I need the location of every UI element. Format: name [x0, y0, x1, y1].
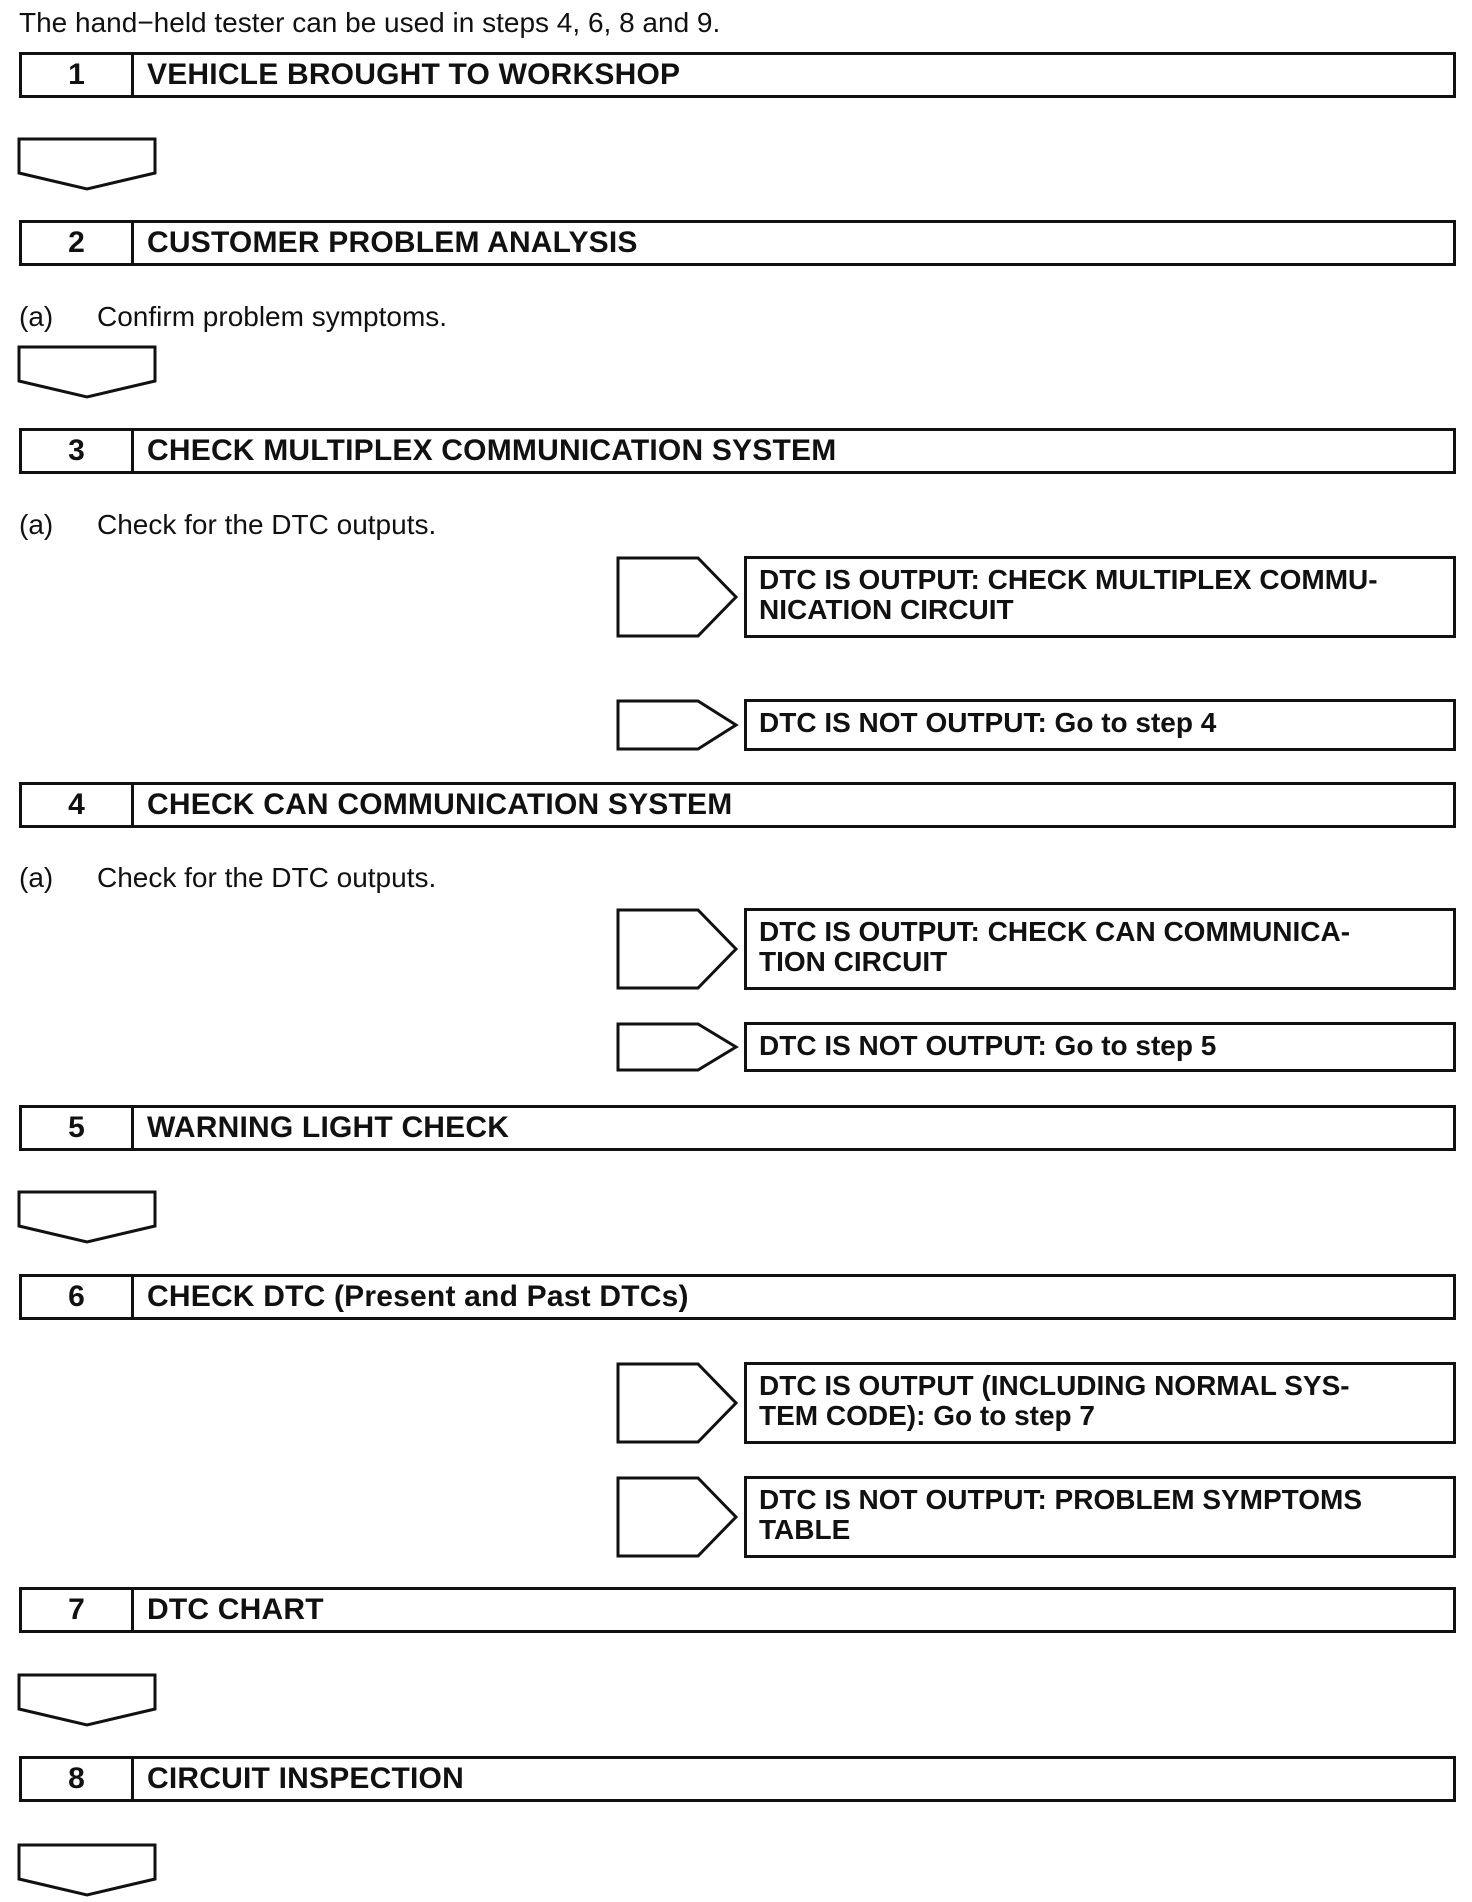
step-5-header — [19, 1105, 1456, 1151]
step-title: CIRCUIT INSPECTION — [147, 1762, 464, 1795]
step-3-header — [19, 428, 1456, 474]
intro-note: The hand−held tester can be used in steps 4, 6, 8 and 9. — [19, 7, 721, 38]
down-arrow-icon — [17, 137, 157, 191]
result-dtc-not-output — [744, 1476, 1456, 1558]
step-title: CUSTOMER PROBLEM ANALYSIS — [147, 226, 638, 259]
result-text-line: TEM CODE): Go to step 7 — [759, 1400, 1095, 1431]
step-number: 1 — [22, 55, 134, 95]
result-text-line: TION CIRCUIT — [759, 946, 948, 977]
result-text-line: NICATION CIRCUIT — [759, 594, 1014, 625]
substep-marker: (a) — [19, 862, 54, 893]
step-number: 8 — [22, 1759, 134, 1799]
substep-text: Check for the DTC outputs. — [97, 862, 437, 893]
result-text-line: DTC IS NOT OUTPUT: PROBLEM SYMPTOMS — [759, 1484, 1363, 1515]
result-dtc-output — [744, 556, 1456, 638]
substep-marker: (a) — [19, 301, 54, 332]
step-title: DTC CHART — [147, 1593, 324, 1626]
step-7-header — [19, 1587, 1456, 1633]
result-text-line: DTC IS NOT OUTPUT: Go to step 4 — [759, 707, 1217, 738]
step-title: WARNING LIGHT CHECK — [147, 1111, 510, 1144]
result-dtc-not-output — [744, 1022, 1456, 1072]
step-title: CHECK CAN COMMUNICATION SYSTEM — [147, 788, 733, 821]
right-arrow-icon — [616, 556, 740, 638]
substep-a — [19, 508, 436, 542]
result-dtc-output — [744, 1362, 1456, 1444]
result-text-line: DTC IS OUTPUT: CHECK MULTIPLEX COMMU- — [759, 564, 1378, 595]
step-number: 3 — [22, 431, 134, 471]
result-dtc-output — [744, 908, 1456, 990]
right-arrow-icon — [616, 699, 740, 751]
step-4-header — [19, 782, 1456, 828]
substep-text: Confirm problem symptoms. — [97, 301, 448, 332]
step-number: 2 — [22, 223, 134, 263]
result-text-line: DTC IS OUTPUT (INCLUDING NORMAL SYS- — [759, 1370, 1350, 1401]
substep-a — [19, 300, 447, 334]
step-1-header — [19, 52, 1456, 98]
right-arrow-icon — [616, 1022, 740, 1072]
down-arrow-icon — [17, 345, 157, 399]
result-text-line: DTC IS NOT OUTPUT: Go to step 5 — [759, 1030, 1217, 1061]
step-title: CHECK MULTIPLEX COMMUNICATION SYSTEM — [147, 434, 837, 467]
result-text-line: TABLE — [759, 1514, 851, 1545]
down-arrow-icon — [17, 1843, 157, 1897]
result-dtc-not-output — [744, 699, 1456, 751]
substep-text: Check for the DTC outputs. — [97, 509, 437, 540]
right-arrow-icon — [616, 1476, 740, 1558]
step-title: CHECK DTC (Present and Past DTCs) — [147, 1280, 689, 1313]
step-6-header — [19, 1274, 1456, 1320]
step-number: 6 — [22, 1277, 134, 1317]
right-arrow-icon — [616, 1362, 740, 1444]
step-2-header — [19, 220, 1456, 266]
step-8-header — [19, 1756, 1456, 1802]
step-number: 5 — [22, 1108, 134, 1148]
step-title: VEHICLE BROUGHT TO WORKSHOP — [147, 58, 681, 91]
step-number: 4 — [22, 785, 134, 825]
down-arrow-icon — [17, 1190, 157, 1244]
substep-marker: (a) — [19, 509, 54, 540]
down-arrow-icon — [17, 1673, 157, 1727]
substep-a — [19, 861, 436, 895]
result-text-line: DTC IS OUTPUT: CHECK CAN COMMUNICA- — [759, 916, 1351, 947]
right-arrow-icon — [616, 908, 740, 990]
step-number: 7 — [22, 1590, 134, 1630]
